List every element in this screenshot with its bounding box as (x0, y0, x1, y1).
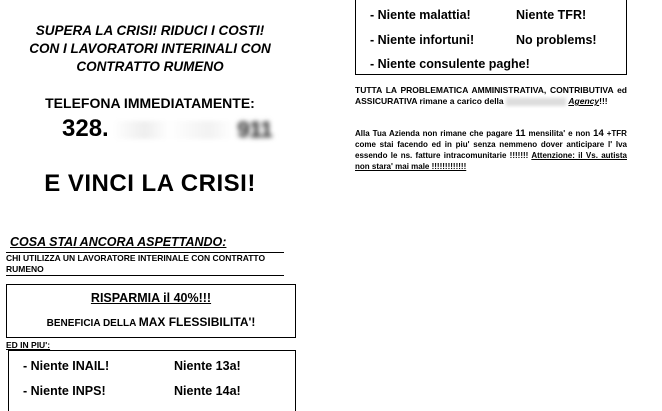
payment-paragraph (355, 128, 627, 172)
list-right-item: No problems! (516, 33, 597, 47)
headline-line-3: CONTRATTO RUMENO (76, 59, 224, 74)
list-right-item: - Niente consulente paghe! (370, 57, 530, 71)
ed-in-piu-label: ED IN PIU': (6, 340, 51, 350)
list-right-box (355, 0, 627, 75)
save-text: RISPARMIA il 40%!!! (90, 291, 212, 305)
flex-main: MAX FLESSIBILITA'! (138, 315, 256, 329)
slogan: E VINCI LA CRISI! (44, 170, 256, 197)
flex-prefix: BENEFICIA DELLA (46, 318, 136, 329)
months-usual: 14 (593, 128, 604, 139)
admin-text: TUTTA LA PROBLEMATICA AMMINISTRATIVA, CONTRIBUTIVA ed ASSICURATIVA rimane a carico della (355, 85, 627, 106)
list-left-item: Niente 14a! (174, 384, 241, 398)
phone-tail: 911 (237, 116, 273, 142)
phone-number (62, 115, 273, 143)
who-line-2: RUMENO (6, 264, 44, 274)
admin-paragraph (355, 85, 627, 107)
payment-text: mensilita' e non (528, 129, 591, 138)
list-right-item: - Niente malattia! (370, 8, 471, 22)
headline-line-1: SUPERA LA CRISI! RIDUCI I COSTI! (35, 23, 265, 38)
headline-line-2: CON I LAVORATORI INTERINALI CON (29, 41, 271, 56)
attention-text: Attenzione: il Vs. autista non stara' mai male !!!!!!!!!!!!! (355, 151, 627, 171)
divider (6, 275, 284, 276)
list-left-item: - Niente INAIL! (23, 359, 110, 373)
flex-text (7, 315, 295, 329)
admin-end: !!! (599, 96, 608, 106)
question-heading: COSA STAI ANCORA ASPETTANDO: (10, 235, 227, 249)
payment-text: +TFR come stai facendo ed in piu' senza nemmeno dover anticipare l' Iva essendo le ns. fatture intracomunitarie !!!!!!! (355, 129, 627, 160)
agency-name: Agency (568, 96, 600, 106)
phone-redacted (113, 116, 273, 142)
phone-label: TELEFONA IMMEDIATAMENTE: (45, 95, 255, 111)
who-text (6, 252, 284, 276)
list-right-item: Niente TFR! (516, 8, 587, 22)
benefits-box (6, 284, 296, 338)
headline (0, 22, 300, 76)
months-paid: 11 (515, 128, 526, 139)
list-left-item: - Niente INPS! (23, 384, 106, 398)
who-line-1: CHI UTILIZZA UN LAVORATORE INTERINALE CON CONTRATTO (6, 253, 266, 263)
list-left-box (8, 350, 296, 411)
phone-prefix: 328. (62, 115, 109, 142)
payment-text: Alla Tua Azienda non rimane che pagare (355, 129, 513, 138)
list-left-item: Niente 13a! (174, 359, 241, 373)
list-right-item: - Niente infortuni! (370, 33, 475, 47)
agency-redacted (506, 98, 566, 106)
